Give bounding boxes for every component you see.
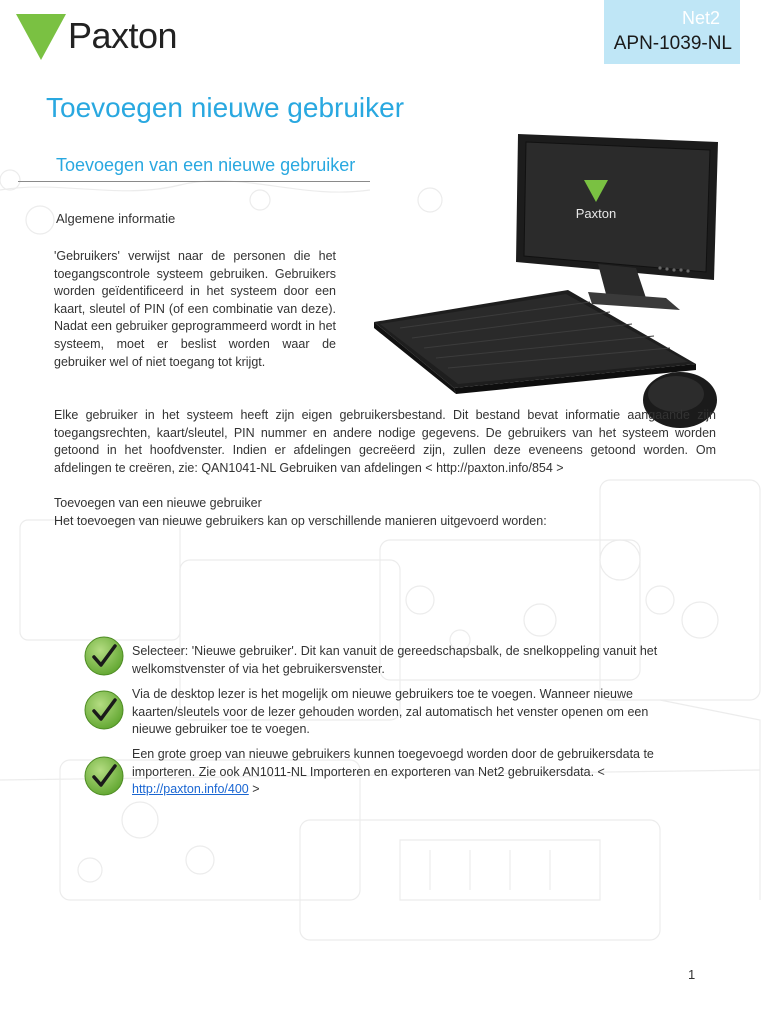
checkmark-icon [84, 636, 124, 676]
document-tag [604, 0, 740, 64]
bullet-import [132, 746, 672, 799]
screen-logo-text: Paxton [575, 206, 617, 221]
paxton-logo [16, 12, 206, 64]
bullet-new-user: Selecteer: 'Nieuwe gebruiker'. Dit kan vanuit de gereedschapsbalk, de snelkoppeling vanuit het welkomstvenster of via het gebruikersvenster. [132, 644, 658, 676]
section-subtitle: Toevoegen van een nieuwe gebruiker [56, 155, 356, 175]
bullet-desktop-reader: Via de desktop lezer is het mogelijk om nieuwe gebruikers toe te voegen. Wanneer nieuwe kaarten/sleutels voor de lezer gehouden worden, zal automatisch het venster openen om een nieuwe gebruiker toe te voegen. [132, 687, 649, 737]
general-info-label: Algemene informatie [56, 211, 176, 226]
bullet-import-suffix: > [248, 782, 260, 797]
paxton-triangle-icon [16, 14, 66, 62]
document-code: APN-1039-NL [613, 33, 732, 54]
adding-heading: Toevoegen van een nieuwe gebruiker [54, 496, 262, 510]
checkmark-icon [84, 690, 124, 730]
page-number: 1 [688, 967, 696, 982]
paxton-info-400-link[interactable]: http://paxton.info/400 [132, 782, 249, 797]
page-title: Toevoegen nieuwe gebruiker [46, 92, 405, 123]
logo-wordmark: Paxton [68, 15, 178, 56]
general-intro-paragraph: 'Gebruikers' verwijst naar de personen die het toegangscontrole systeem gebruiken. Gebruikers worden geïdentificeerd in het systeem door een kaart, sleutel of PIN (of een combinatie van deze). Nadat een gebruiker geprogrammeerd wordt in het systeem, moet er beslist worden waar de gebruiker wel of niet toegang tot krijgt. [54, 249, 336, 369]
subtitle-divider [18, 181, 370, 182]
computer-illustration [370, 132, 730, 432]
checkmark-icon [84, 756, 124, 796]
product-name: Net2 [681, 8, 720, 28]
user-file-paragraph: Elke gebruiker in het systeem heeft zijn eigen gebruikersbestand. Dit bestand bevat informatie aangaande zijn toegangsrechten, kaart/sleutel, PIN nummer en andere nodige gegevens. De gebruikers van het systeem worden getoond in het hoofdvenster. Indien er afdelingen gecreëerd zijn, zullen deze eveneens getoond worden. Om afdelingen te creëren, zie: QAN1041-NL Gebruiken van afdelingen < http://paxton.info/854 > [54, 408, 716, 475]
adding-intro: Het toevoegen van nieuwe gebruikers kan op verschillende manieren uitgevoerd worden: [54, 514, 547, 528]
bullet-import-text: Een grote groep van nieuwe gebruikers kunnen toegevoegd worden door de gebruikersdata te importeren. Zie ook AN1011-NL Importeren en exporteren van Net2 gebruikersdata. < [132, 747, 654, 779]
